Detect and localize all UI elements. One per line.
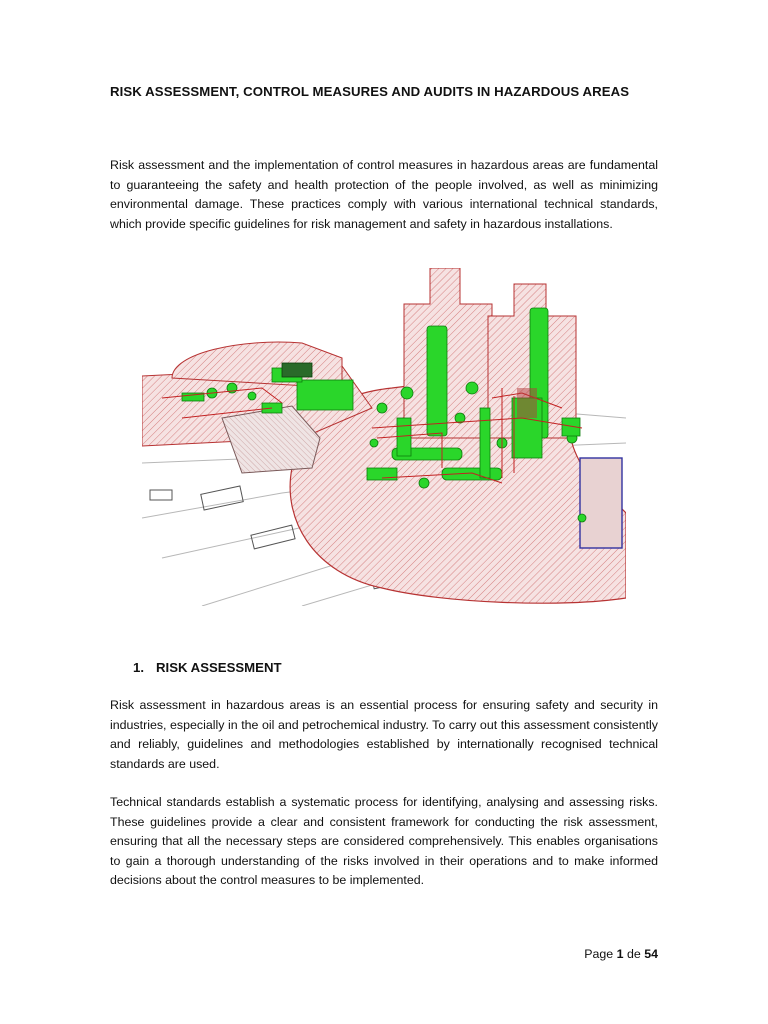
section-title: RISK ASSESSMENT (156, 660, 282, 675)
page-number: 1 (616, 947, 624, 961)
hazardous-area-figure (142, 268, 626, 606)
of-word: de (626, 947, 641, 961)
section-number: 1. (133, 660, 144, 675)
total-pages: 54 (644, 947, 658, 961)
document-title: RISK ASSESSMENT, CONTROL MEASURES AND AUDITS IN HAZARDOUS AREAS (110, 84, 630, 99)
page-footer (584, 947, 658, 961)
plant-hazardous-area-3d-model-icon (142, 268, 626, 606)
section-paragraph-2: Technical standards establish a systematic process for identifying, analysing and assessing risks. These guidelines provide a clear and consistent framework for conducting the risk assessment, ensuring that all the necessary steps are considered comprehensively. This enables organisations to gain a thorough understanding of the risks involved in their operations and to make informed decisions about the control measures to be implemented. (110, 795, 658, 888)
section-heading (133, 660, 282, 675)
intro-paragraph: Risk assessment and the implementation of control measures in hazardous areas are fundamental to guaranteeing the safety and health protection of the people involved, as well as minimizing environmental damage. These practices comply with various international technical standards, which provide specific guidelines for risk management and safety in hazardous installations. (110, 158, 658, 231)
section-paragraph-1: Risk assessment in hazardous areas is an essential process for ensuring safety and security in industries, especially in the oil and petrochemical industry. To carry out this assessment consistently and reliably, guidelines and methodologies established by internationally recognised technical standards are used. (110, 698, 658, 771)
page-word: Page (584, 947, 614, 961)
